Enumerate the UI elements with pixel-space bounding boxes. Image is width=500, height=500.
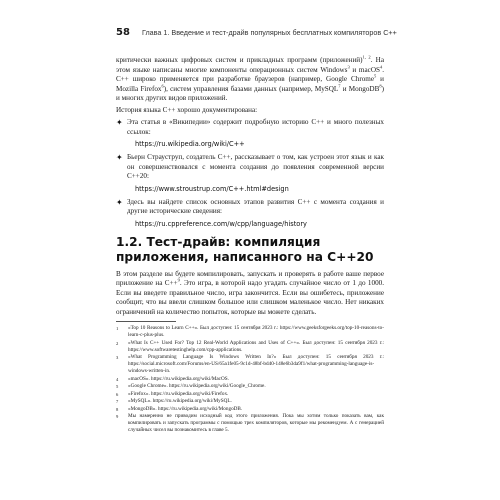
footnote: 2 «What Is C++ Used For? Top 12 Real-World Applications and Uses of C++». Был доступен: 15 сентября 2023 г.: https://www.softwaretestinghelp.com/cpp-applications.: [116, 339, 384, 353]
section-heading: 1.2. Тест-драйв: компиляция приложения, написанного на C++20: [116, 234, 374, 264]
footnote: 7 «MySQL». https://ru.wikipedia.org/wiki/MySQL.: [116, 398, 232, 404]
footnote-number: 9: [116, 414, 119, 419]
bullet-icon: ✦: [116, 118, 123, 127]
footnote-ref: 5: [374, 73, 377, 79]
footnote-number: 2: [116, 340, 119, 346]
history-list: [116, 118, 384, 229]
history-link[interactable]: https://ru.cppreference.com/w/cpp/language/history: [135, 219, 307, 228]
list-item-text: Здесь вы найдете список основных этапов развития C++ с момента создания и другие исторические сведения:: [127, 197, 384, 215]
footnote: 1 «Top 10 Reasons to Learn C++». Был доступен: 15 сентября 2023 г.: https://www.geeksforgeeks.org/top-10-reasons-to-learn-c-plus-plus.: [116, 325, 384, 338]
footnote: 5 «Google Chrome». https://ru.wikipedia.org/wiki/Google_Chrome.: [116, 383, 266, 389]
footnote: 3 «What Programming Language Is Windows Written In?» Был доступен: 15 сентября 2023 г.: https://social.microsoft.com/Forums/en-US/65a1fe05-9c1d-48bf-bd40-148e6b3da9f1/what-programming-language-is-windows-written-in.: [116, 354, 384, 374]
footnote-divider: [116, 321, 176, 322]
page-number: 58: [116, 27, 130, 38]
history-link[interactable]: https://www.stroustrup.com/C++.html#design: [135, 184, 289, 193]
footnote-number: 6: [116, 391, 119, 397]
footnote: 4 «macOS». https://ru.wikipedia.org/wiki/MacOS.: [116, 375, 229, 382]
footnote: 6 «Firefox». https://ru.wikipedia.org/wiki/Firefox.: [116, 390, 229, 397]
intro-paragraph: критически важных цифровых систем и прикладных программ (приложений)$^{1, 2}$. На этом языке написаны многие компоненты операционных систем Windows$^3$ и macOS$^4$. C++ широко применяется при разработке браузеров (например, Google Chrome$^5$ и Mozilla Firefox$^6$), систем управления базами данных (например, MySQL$^7$ и MongoDB$^8$) и многих других видов приложений.: [116, 54, 385, 102]
list-item: [116, 153, 384, 194]
running-title: Глава 1. Введение и тест-драйв популярных бесплатных компиляторов C++: [142, 28, 397, 37]
footnote-ref: 4: [379, 64, 383, 70]
footnote-ref: 7: [338, 83, 341, 89]
footnotes: [116, 325, 384, 434]
footnote-ref: 8: [379, 83, 382, 89]
footnote: 9 Мы намеренно не приводим исходный код этого приложения. Пока мы хотим только показать вам, как компилировать и запускать программы с помощью трех компиляторов, которые мы рекомендуем. А с генерацией случайных чисел вы познакомитесь в главе 5.: [116, 413, 384, 433]
page-header: [116, 27, 416, 43]
list-item: [116, 198, 384, 229]
history-link[interactable]: https://ru.wikipedia.org/wiki/C++: [135, 140, 245, 148]
footnote-number: 5: [116, 384, 119, 389]
bullet-icon: ✦: [116, 197, 123, 207]
section-paragraph: В этом разделе вы будете компилировать, запускать и проверять в работе ваше первое приложение на C++$^9$. Это игра, в которой надо угадать случайное число от 1 до 1000. Если вы введете правильное число, игра закончится. Если вы ошибетесь, приложение сообщит, что вы ввели слишком большое или слишком маленькое число. Нет никаких ограничений на количество попыток, которые вы можете сделать.: [116, 269, 384, 316]
footnote-ref: 1, 2: [362, 54, 371, 60]
footnote-ref: 9: [177, 277, 180, 283]
footnote-number: 7: [116, 399, 119, 404]
list-item-text: Эта статья в «Википедии» содержит подробную историю C++ и много полезных ссылок:: [127, 118, 384, 136]
footnote-number: 3: [116, 355, 119, 360]
bullet-icon: ✦: [116, 153, 123, 162]
footnote-number: 4: [116, 376, 119, 382]
list-item-text: Бьерн Страуструп, создатель C++, рассказывает о том, как устроен этот язык и как он совершенствовался с момента создания до появления современной версии C++20:: [127, 153, 384, 180]
history-intro: История языка C++ хорошо документирована:: [116, 105, 258, 114]
footnote: 8 «MongoDB». https://ru.wikipedia.org/wiki/MongoDB.: [116, 405, 243, 412]
list-item: [116, 118, 384, 149]
footnote-number: 1: [116, 326, 119, 331]
footnote-ref: 3: [347, 64, 350, 70]
footnote-ref: 6: [161, 83, 164, 89]
page-body: [116, 56, 384, 435]
footnote-number: 8: [116, 406, 119, 412]
